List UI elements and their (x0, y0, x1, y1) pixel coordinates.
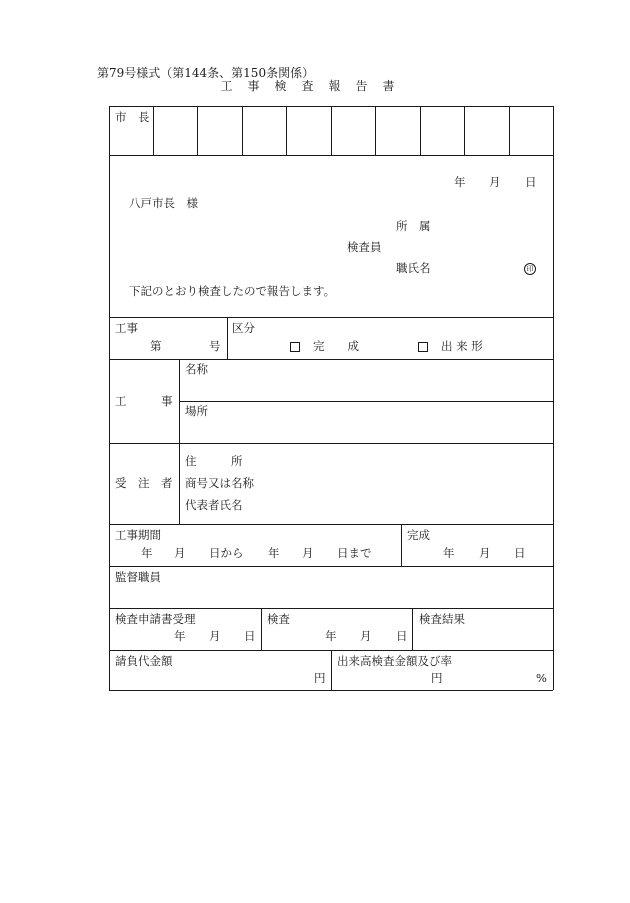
construction-dai: 第 (150, 339, 162, 353)
report-date-month: 月 (489, 175, 501, 189)
inspection-date-month: 月 (360, 629, 372, 643)
completion-date-day: 日 (514, 546, 526, 560)
inspection-label: 検査 (267, 612, 290, 626)
progress-rate-unit: % (536, 671, 547, 685)
contractor-representative-label: 代表者氏名 (185, 498, 243, 512)
completion-date-year: 年 (443, 546, 455, 560)
contractor-address-label: 住 所 (185, 454, 243, 468)
period-to-month: 月 (302, 546, 314, 560)
affiliation-label: 所 属 (396, 219, 431, 233)
application-date-year: 年 (174, 629, 186, 643)
period-from-month: 月 (174, 546, 186, 560)
period-to-day: 日まで (337, 546, 372, 560)
inspection-date-year: 年 (325, 629, 337, 643)
completion-option-label: 完 成 (313, 339, 359, 353)
inspection-date-day: 日 (396, 629, 408, 643)
progress-option-label: 出 来 形 (441, 339, 483, 353)
application-date-month: 月 (209, 629, 221, 643)
addressee: 八戸市長 様 (129, 196, 198, 210)
completion-checkbox[interactable] (290, 342, 300, 352)
construction-name-label: 名称 (185, 362, 208, 376)
mayor-label: 市 長 (115, 110, 150, 124)
construction-go: 号 (209, 339, 221, 353)
contract-amount-unit: 円 (314, 671, 326, 685)
construction-location-label: 場所 (185, 404, 208, 418)
supervisor-label: 監督職員 (115, 570, 161, 584)
contractor-label: 受 注 者 (115, 476, 173, 490)
document-title: 工事検査報告書 (220, 79, 410, 93)
inspector-label: 検査員 (347, 240, 382, 254)
completion-label: 完成 (407, 528, 430, 542)
report-date-day: 日 (525, 175, 537, 189)
seal-mark: 印 (524, 263, 536, 275)
report-statement: 下記のとおり検査したので報告します。 (129, 284, 336, 298)
progress-amount-unit: 円 (431, 671, 443, 685)
construction-section-label: 工 事 (115, 394, 173, 408)
period-to-year: 年 (268, 546, 280, 560)
form-number: 第79号様式（第144条、第150条関係） (97, 66, 315, 80)
construction-label: 工事 (115, 321, 138, 335)
period-from-year: 年 (141, 546, 153, 560)
progress-checkbox[interactable] (418, 342, 428, 352)
contractor-company-label: 商号又は名称 (185, 476, 254, 490)
application-date-day: 日 (244, 629, 256, 643)
period-from-day: 日から (209, 546, 244, 560)
progress-amount-label: 出来高検査金額及び率 (337, 654, 452, 668)
report-date-year: 年 (454, 175, 466, 189)
application-received-label: 検査申請書受理 (115, 612, 196, 626)
name-title-label: 職氏名 (396, 261, 431, 275)
inspection-result-label: 検査結果 (419, 612, 465, 626)
classification-label: 区分 (232, 321, 255, 335)
completion-date-month: 月 (479, 546, 491, 560)
contract-amount-label: 請負代金額 (115, 654, 173, 668)
period-label: 工事期間 (115, 528, 161, 542)
